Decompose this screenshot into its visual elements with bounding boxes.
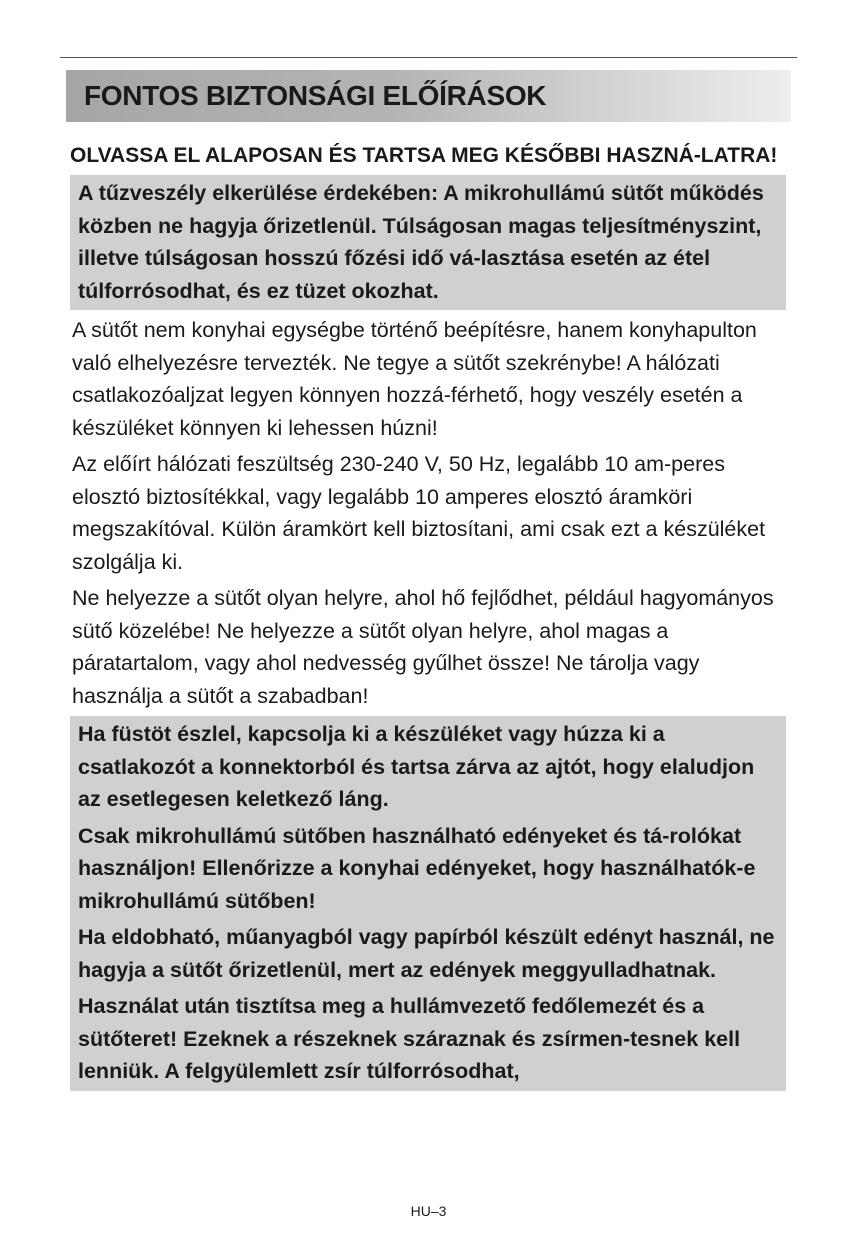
section-title: FONTOS BIZTONSÁGI ELŐÍRÁSOK	[84, 80, 547, 111]
read-carefully-heading: OLVASSA EL ALAPOSAN ÉS TARTSA MEG KÉSŐBBI HASZNÁ-LATRA!	[70, 144, 778, 167]
fire-hazard-warning-box	[70, 175, 786, 310]
location-paragraph: Ne helyezze a sütőt olyan helyre, ahol hő fejlődhet, például hagyományos sütő közelébe! Ne helyezze a sütőt olyan helyre, ahol magas a páratartalom, vagy ahol nedvesség gyűlhet össze! Ne tárolja vagy használja a sütőt a szabadban!	[72, 586, 774, 708]
page-number: HU–3	[410, 1203, 447, 1219]
disposable-container-warning-text: Ha eldobható, műanyagból vagy papírból készült edényt használ, ne hagyja a sütőt őrizetlenül, mert az edények meggyulladhatnak.	[78, 925, 775, 982]
section-header	[66, 70, 791, 122]
smoke-warning-text: Ha füstöt észlel, kapcsolja ki a készüléket vagy húzza ki a csatlakozót a konnektorból és tartsa zárva az ajtót, hogy elaludjon az esetlegesen keletkező láng.	[78, 722, 755, 811]
cleaning-warning-text: Használat után tisztítsa meg a hullámvezető fedőlemezét és a sütőteret! Ezeknek a részeknek száraznak és zsírmen-tesnek kell lenniük. A felgyülemlett zsír túlforrósodhat,	[78, 994, 741, 1083]
document-body	[70, 140, 786, 1095]
voltage-paragraph: Az előírt hálózati feszültség 230-240 V, 50 Hz, legalább 10 am-peres elosztó biztosítékkal, vagy legalább 10 amperes elosztó áramköri megszakítóval. Külön áramkört kell biztosítani, ami csak ezt a készüléket szolgálja ki.	[72, 452, 766, 574]
top-divider	[60, 57, 797, 58]
cookware-warning-text: Csak mikrohullámú sütőben használható edényeket és tá-rolókat használjon! Ellenőrizze a konyhai edényeket, hogy használhatók-e mikrohullámú sütőben!	[78, 823, 756, 913]
fire-hazard-warning-text: A tűzveszély elkerülése érdekében: A mikrohullámú sütőt működés közben ne hagyja őrizetlenül. Túlságosan magas teljesítményszint, illetve túlságosan hosszú főzési idő vá-lasztása esetén az étel túlforrósodhat, és ez tüzet okozhat.	[78, 181, 764, 303]
safety-warning-box	[70, 716, 786, 1091]
placement-paragraph: A sütőt nem konyhai egységbe történő beépítésre, hanem konyhapulton való elhelyezésre tervezték. Ne tegye a sütőt szekrénybe! A hálózati csatlakozóaljzat legyen könnyen hozzá-férhető, hogy veszély esetén a készüléket könnyen ki lehessen húzni!	[72, 318, 757, 440]
